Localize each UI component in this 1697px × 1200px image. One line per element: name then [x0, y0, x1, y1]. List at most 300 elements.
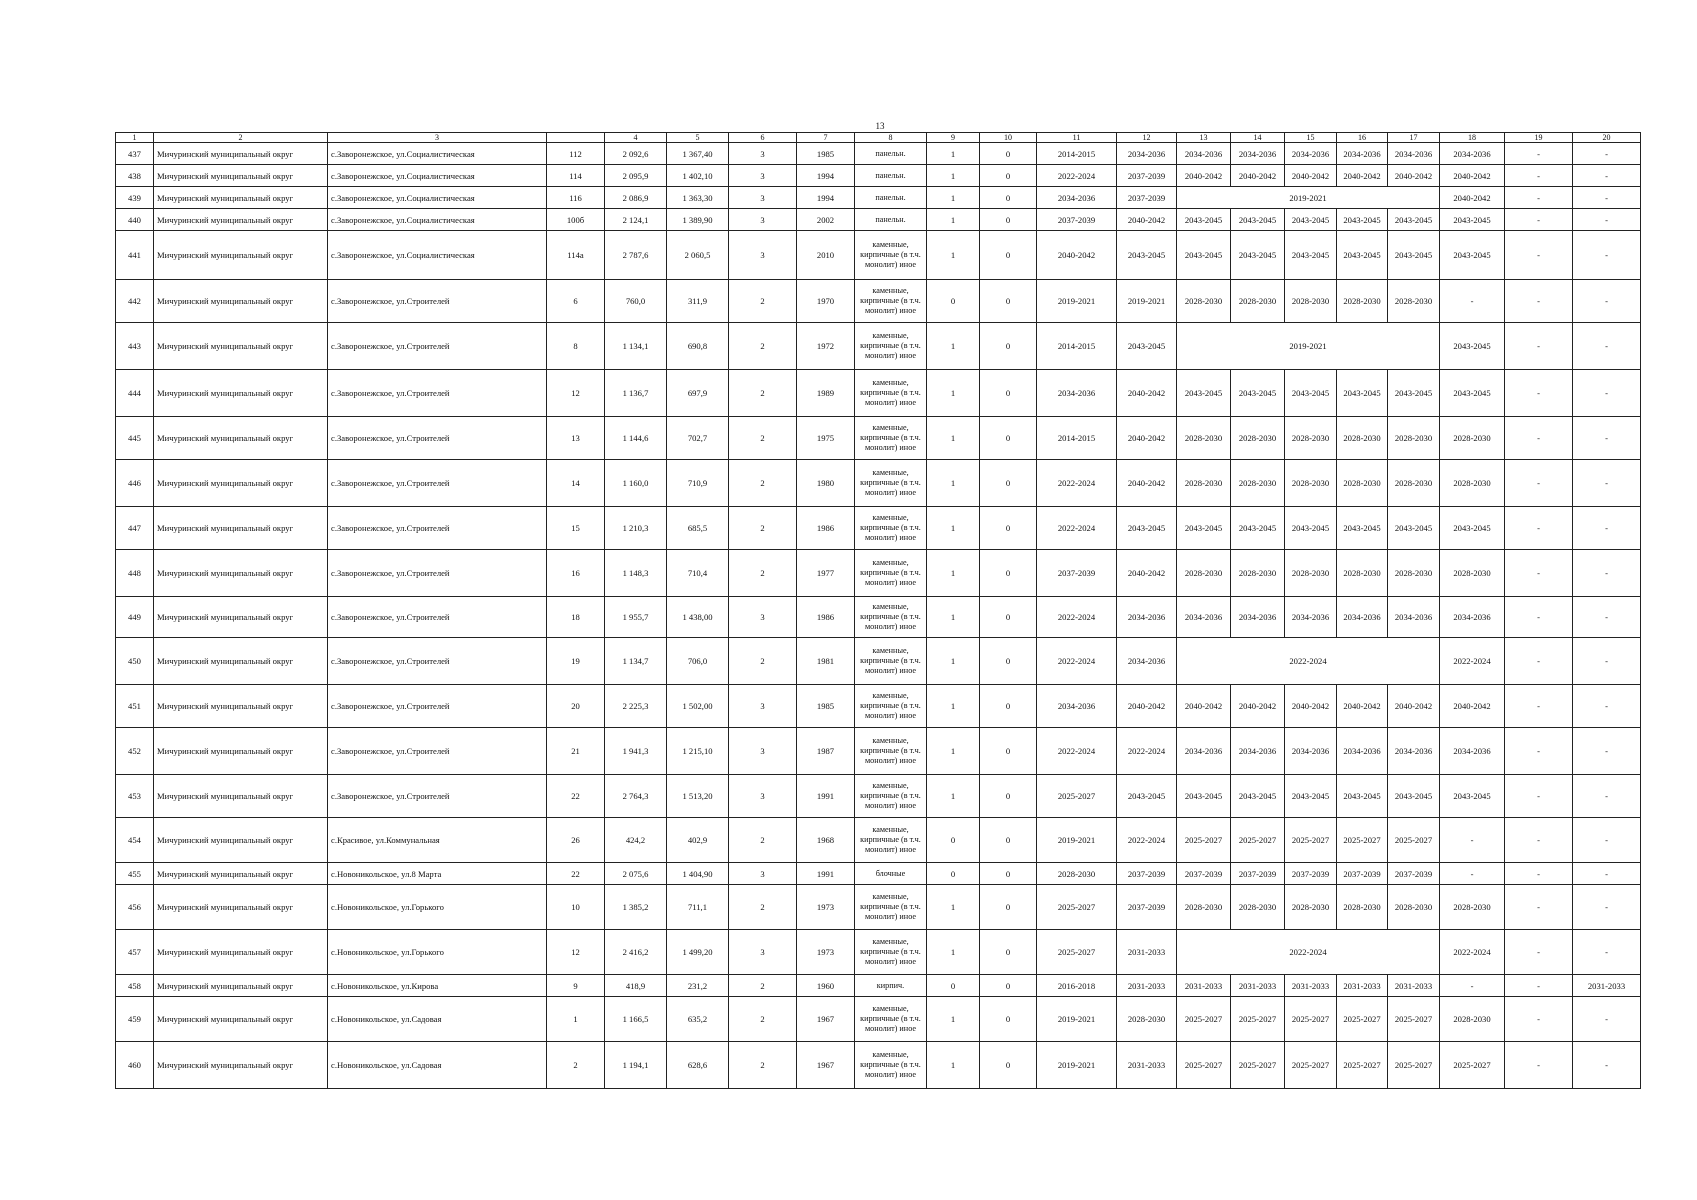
living-area-cell: 402,9 — [667, 818, 729, 863]
period-cell-15: 2025-2027 — [1285, 1042, 1337, 1089]
period-cell-14: 2037-2039 — [1231, 863, 1285, 885]
col-12-cell: 2037-2039 — [1117, 863, 1177, 885]
municipality-cell: Мичуринский муниципальный округ — [154, 187, 328, 209]
col-12-cell: 2034-2036 — [1117, 638, 1177, 685]
floors-cell: 2 — [729, 323, 797, 370]
col-20-cell: - — [1573, 597, 1641, 638]
wall-material-cell: каменные, кирпичные (в т.ч. монолит) иное — [855, 280, 927, 323]
address-cell: с.Заворонежское, ул.Социалистическая — [328, 143, 547, 165]
table-row — [116, 209, 1641, 231]
table-row — [116, 997, 1641, 1042]
house-number-cell: 114а — [547, 231, 605, 280]
living-area-cell: 1 402,10 — [667, 165, 729, 187]
house-number-cell: 20 — [547, 685, 605, 728]
living-area-cell: 702,7 — [667, 417, 729, 460]
col-18-cell: 2034-2036 — [1440, 728, 1505, 775]
address-cell: с.Новоникольское, ул.Горького — [328, 930, 547, 975]
table-row — [116, 370, 1641, 417]
period-cell-16: 2028-2030 — [1337, 550, 1388, 597]
floors-cell: 3 — [729, 143, 797, 165]
col-20-cell: - — [1573, 685, 1641, 728]
municipality-cell: Мичуринский муниципальный округ — [154, 370, 328, 417]
col-18-cell: - — [1440, 818, 1505, 863]
col-12-cell: 2040-2042 — [1117, 550, 1177, 597]
col-19-cell: - — [1505, 975, 1573, 997]
column-number-header: 19 — [1505, 133, 1573, 143]
col-20-cell: - — [1573, 165, 1641, 187]
col-10-cell: 0 — [980, 460, 1037, 507]
floors-cell: 2 — [729, 507, 797, 550]
col-12-cell: 2019-2021 — [1117, 280, 1177, 323]
address-cell: с.Новоникольское, ул.Кирова — [328, 975, 547, 997]
wall-material-cell: каменные, кирпичные (в т.ч. монолит) иное — [855, 231, 927, 280]
col-18-cell: - — [1440, 280, 1505, 323]
floors-cell: 3 — [729, 187, 797, 209]
house-number-cell: 12 — [547, 930, 605, 975]
row-number-cell: 439 — [116, 187, 154, 209]
period-cell-17: 2028-2030 — [1388, 280, 1440, 323]
period-cell-15: 2034-2036 — [1285, 728, 1337, 775]
address-cell: с.Новоникольское, ул.Садовая — [328, 1042, 547, 1089]
address-cell: с.Заворонежское, ул.Строителей — [328, 370, 547, 417]
municipality-cell: Мичуринский муниципальный округ — [154, 231, 328, 280]
table-row — [116, 638, 1641, 685]
total-area-cell: 1 166,5 — [605, 997, 667, 1042]
col-10-cell: 0 — [980, 930, 1037, 975]
col-20-cell: - — [1573, 280, 1641, 323]
house-number-cell: 112 — [547, 143, 605, 165]
year-built-cell: 1967 — [797, 997, 855, 1042]
col-11-cell: 2022-2024 — [1037, 597, 1117, 638]
col-20-cell: - — [1573, 209, 1641, 231]
col-9-cell: 0 — [927, 280, 980, 323]
col-10-cell: 0 — [980, 231, 1037, 280]
living-area-cell: 231,2 — [667, 975, 729, 997]
period-cell-14: 2043-2045 — [1231, 370, 1285, 417]
municipality-cell: Мичуринский муниципальный округ — [154, 460, 328, 507]
period-cell-17: 2028-2030 — [1388, 885, 1440, 930]
year-built-cell: 1989 — [797, 370, 855, 417]
period-cell-13: 2025-2027 — [1177, 818, 1231, 863]
house-number-cell: 116 — [547, 187, 605, 209]
year-built-cell: 1985 — [797, 685, 855, 728]
period-cell-13: 2025-2027 — [1177, 1042, 1231, 1089]
col-9-cell: 1 — [927, 775, 980, 818]
col-18-cell: - — [1440, 975, 1505, 997]
period-cell-15: 2040-2042 — [1285, 165, 1337, 187]
municipality-cell: Мичуринский муниципальный округ — [154, 165, 328, 187]
period-cell-13: 2031-2033 — [1177, 975, 1231, 997]
wall-material-cell: каменные, кирпичные (в т.ч. монолит) иное — [855, 818, 927, 863]
house-number-cell: 15 — [547, 507, 605, 550]
period-cell-15: 2028-2030 — [1285, 885, 1337, 930]
col-9-cell: 1 — [927, 997, 980, 1042]
col-10-cell: 0 — [980, 550, 1037, 597]
col-19-cell: - — [1505, 818, 1573, 863]
municipality-cell: Мичуринский муниципальный округ — [154, 417, 328, 460]
period-cell-16: 2034-2036 — [1337, 728, 1388, 775]
period-cell-17: 2031-2033 — [1388, 975, 1440, 997]
wall-material-cell: каменные, кирпичные (в т.ч. монолит) иное — [855, 1042, 927, 1089]
living-area-cell: 711,1 — [667, 885, 729, 930]
wall-material-cell: панельн. — [855, 165, 927, 187]
address-cell: с.Новоникольское, ул.Горького — [328, 885, 547, 930]
wall-material-cell: каменные, кирпичные (в т.ч. монолит) иное — [855, 885, 927, 930]
col-12-cell: 2043-2045 — [1117, 507, 1177, 550]
column-number-header: 13 — [1177, 133, 1231, 143]
col-12-cell: 2037-2039 — [1117, 885, 1177, 930]
house-number-cell: 13 — [547, 417, 605, 460]
living-area-cell: 1 499,20 — [667, 930, 729, 975]
floors-cell: 2 — [729, 460, 797, 507]
total-area-cell: 2 075,6 — [605, 863, 667, 885]
col-19-cell: - — [1505, 930, 1573, 975]
col-12-cell: 2031-2033 — [1117, 930, 1177, 975]
col-20-cell: - — [1573, 1042, 1641, 1089]
period-cell-14: 2028-2030 — [1231, 417, 1285, 460]
municipality-cell: Мичуринский муниципальный округ — [154, 685, 328, 728]
period-cell-13: 2043-2045 — [1177, 775, 1231, 818]
col-10-cell: 0 — [980, 209, 1037, 231]
col-9-cell: 1 — [927, 165, 980, 187]
total-area-cell: 1 941,3 — [605, 728, 667, 775]
table-row — [116, 775, 1641, 818]
row-number-cell: 457 — [116, 930, 154, 975]
year-built-cell: 1994 — [797, 187, 855, 209]
municipality-cell: Мичуринский муниципальный округ — [154, 550, 328, 597]
col-11-cell: 2037-2039 — [1037, 209, 1117, 231]
period-cell-15: 2037-2039 — [1285, 863, 1337, 885]
column-number-header: 15 — [1285, 133, 1337, 143]
period-cell-14: 2040-2042 — [1231, 165, 1285, 187]
total-area-cell: 760,0 — [605, 280, 667, 323]
col-10-cell: 0 — [980, 638, 1037, 685]
municipality-cell: Мичуринский муниципальный округ — [154, 597, 328, 638]
period-cell-17: 2043-2045 — [1388, 370, 1440, 417]
col-18-cell: 2043-2045 — [1440, 323, 1505, 370]
period-cell-17: 2028-2030 — [1388, 550, 1440, 597]
living-area-cell: 1 367,40 — [667, 143, 729, 165]
col-20-cell: - — [1573, 728, 1641, 775]
table-row — [116, 507, 1641, 550]
floors-cell: 3 — [729, 930, 797, 975]
living-area-cell: 1 363,30 — [667, 187, 729, 209]
merged-period-cell: 2022-2024 — [1177, 930, 1440, 975]
col-11-cell: 2019-2021 — [1037, 818, 1117, 863]
row-number-cell: 437 — [116, 143, 154, 165]
period-cell-15: 2028-2030 — [1285, 460, 1337, 507]
wall-material-cell: панельн. — [855, 187, 927, 209]
col-12-cell: 2037-2039 — [1117, 187, 1177, 209]
col-11-cell: 2034-2036 — [1037, 685, 1117, 728]
period-cell-15: 2043-2045 — [1285, 209, 1337, 231]
table-row — [116, 597, 1641, 638]
year-built-cell: 1994 — [797, 165, 855, 187]
table-row — [116, 863, 1641, 885]
house-number-cell: 22 — [547, 775, 605, 818]
col-12-cell: 2040-2042 — [1117, 370, 1177, 417]
col-20-cell: - — [1573, 417, 1641, 460]
col-9-cell: 1 — [927, 930, 980, 975]
total-area-cell: 2 787,6 — [605, 231, 667, 280]
municipality-cell: Мичуринский муниципальный округ — [154, 775, 328, 818]
municipality-cell: Мичуринский муниципальный округ — [154, 818, 328, 863]
table-row — [116, 818, 1641, 863]
house-number-cell: 19 — [547, 638, 605, 685]
wall-material-cell: каменные, кирпичные (в т.ч. монолит) иное — [855, 685, 927, 728]
col-18-cell: 2043-2045 — [1440, 775, 1505, 818]
year-built-cell: 1968 — [797, 818, 855, 863]
municipality-cell: Мичуринский муниципальный округ — [154, 930, 328, 975]
municipality-cell: Мичуринский муниципальный округ — [154, 885, 328, 930]
living-area-cell: 1 513,20 — [667, 775, 729, 818]
col-19-cell: - — [1505, 997, 1573, 1042]
floors-cell: 3 — [729, 231, 797, 280]
column-number-header: 20 — [1573, 133, 1641, 143]
col-10-cell: 0 — [980, 165, 1037, 187]
row-number-cell: 460 — [116, 1042, 154, 1089]
period-cell-14: 2028-2030 — [1231, 460, 1285, 507]
total-area-cell: 1 136,7 — [605, 370, 667, 417]
col-11-cell: 2040-2042 — [1037, 231, 1117, 280]
col-11-cell: 2028-2030 — [1037, 863, 1117, 885]
row-number-cell: 444 — [116, 370, 154, 417]
col-11-cell: 2019-2021 — [1037, 280, 1117, 323]
col-10-cell: 0 — [980, 975, 1037, 997]
living-area-cell: 710,9 — [667, 460, 729, 507]
period-cell-16: 2037-2039 — [1337, 863, 1388, 885]
column-number-header: 14 — [1231, 133, 1285, 143]
floors-cell: 3 — [729, 775, 797, 818]
wall-material-cell: панельн. — [855, 143, 927, 165]
col-9-cell: 1 — [927, 417, 980, 460]
col-20-cell: - — [1573, 863, 1641, 885]
row-number-cell: 442 — [116, 280, 154, 323]
municipality-cell: Мичуринский муниципальный округ — [154, 997, 328, 1042]
period-cell-16: 2043-2045 — [1337, 209, 1388, 231]
period-cell-14: 2043-2045 — [1231, 231, 1285, 280]
period-cell-15: 2031-2033 — [1285, 975, 1337, 997]
row-number-cell: 455 — [116, 863, 154, 885]
col-11-cell: 2022-2024 — [1037, 507, 1117, 550]
row-number-cell: 452 — [116, 728, 154, 775]
floors-cell: 2 — [729, 417, 797, 460]
living-area-cell: 690,8 — [667, 323, 729, 370]
period-cell-17: 2025-2027 — [1388, 818, 1440, 863]
col-12-cell: 2040-2042 — [1117, 460, 1177, 507]
period-cell-16: 2028-2030 — [1337, 280, 1388, 323]
period-cell-14: 2028-2030 — [1231, 280, 1285, 323]
period-cell-16: 2040-2042 — [1337, 165, 1388, 187]
table-row — [116, 975, 1641, 997]
living-area-cell: 635,2 — [667, 997, 729, 1042]
floors-cell: 3 — [729, 209, 797, 231]
col-11-cell: 2025-2027 — [1037, 930, 1117, 975]
table-row — [116, 323, 1641, 370]
col-9-cell: 0 — [927, 818, 980, 863]
col-12-cell: 2022-2024 — [1117, 818, 1177, 863]
row-number-cell: 456 — [116, 885, 154, 930]
period-cell-15: 2034-2036 — [1285, 597, 1337, 638]
col-19-cell: - — [1505, 187, 1573, 209]
col-19-cell: - — [1505, 507, 1573, 550]
year-built-cell: 1973 — [797, 885, 855, 930]
address-cell: с.Заворонежское, ул.Строителей — [328, 597, 547, 638]
col-18-cell: 2022-2024 — [1440, 638, 1505, 685]
col-19-cell: - — [1505, 165, 1573, 187]
row-number-cell: 451 — [116, 685, 154, 728]
period-cell-13: 2034-2036 — [1177, 143, 1231, 165]
municipality-cell: Мичуринский муниципальный округ — [154, 728, 328, 775]
row-number-cell: 454 — [116, 818, 154, 863]
merged-period-cell: 2019-2021 — [1177, 187, 1440, 209]
col-9-cell: 1 — [927, 507, 980, 550]
table-row — [116, 460, 1641, 507]
col-10-cell: 0 — [980, 597, 1037, 638]
wall-material-cell: каменные, кирпичные (в т.ч. монолит) иное — [855, 930, 927, 975]
period-cell-13: 2043-2045 — [1177, 231, 1231, 280]
address-cell: с.Заворонежское, ул.Строителей — [328, 775, 547, 818]
column-number-header: 12 — [1117, 133, 1177, 143]
table-row — [116, 187, 1641, 209]
floors-cell: 3 — [729, 685, 797, 728]
col-10-cell: 0 — [980, 143, 1037, 165]
table-row — [116, 165, 1641, 187]
period-cell-16: 2025-2027 — [1337, 818, 1388, 863]
wall-material-cell: каменные, кирпичные (в т.ч. монолит) иное — [855, 728, 927, 775]
col-12-cell: 2028-2030 — [1117, 997, 1177, 1042]
period-cell-15: 2043-2045 — [1285, 231, 1337, 280]
column-number-header: 17 — [1388, 133, 1440, 143]
row-number-cell: 443 — [116, 323, 154, 370]
col-9-cell: 1 — [927, 323, 980, 370]
col-12-cell: 2022-2024 — [1117, 728, 1177, 775]
address-cell: с.Заворонежское, ул.Строителей — [328, 728, 547, 775]
year-built-cell: 1991 — [797, 863, 855, 885]
period-cell-15: 2043-2045 — [1285, 370, 1337, 417]
col-9-cell: 1 — [927, 885, 980, 930]
period-cell-15: 2028-2030 — [1285, 280, 1337, 323]
total-area-cell: 2 764,3 — [605, 775, 667, 818]
col-11-cell: 2022-2024 — [1037, 165, 1117, 187]
year-built-cell: 1980 — [797, 460, 855, 507]
row-number-cell: 448 — [116, 550, 154, 597]
year-built-cell: 1973 — [797, 930, 855, 975]
period-cell-13: 2028-2030 — [1177, 280, 1231, 323]
house-number-cell: 2 — [547, 1042, 605, 1089]
wall-material-cell: каменные, кирпичные (в т.ч. монолит) иное — [855, 370, 927, 417]
house-number-cell: 114 — [547, 165, 605, 187]
wall-material-cell: каменные, кирпичные (в т.ч. монолит) иное — [855, 507, 927, 550]
col-20-cell: - — [1573, 638, 1641, 685]
merged-period-cell: 2022-2024 — [1177, 638, 1440, 685]
municipality-cell: Мичуринский муниципальный округ — [154, 975, 328, 997]
period-cell-13: 2028-2030 — [1177, 885, 1231, 930]
col-19-cell: - — [1505, 597, 1573, 638]
municipality-cell: Мичуринский муниципальный округ — [154, 323, 328, 370]
col-18-cell: 2028-2030 — [1440, 460, 1505, 507]
period-cell-17: 2043-2045 — [1388, 231, 1440, 280]
year-built-cell: 2002 — [797, 209, 855, 231]
col-11-cell: 2014-2015 — [1037, 417, 1117, 460]
col-10-cell: 0 — [980, 728, 1037, 775]
col-11-cell: 2034-2036 — [1037, 370, 1117, 417]
period-cell-17: 2025-2027 — [1388, 997, 1440, 1042]
living-area-cell: 1 389,90 — [667, 209, 729, 231]
year-built-cell: 1960 — [797, 975, 855, 997]
col-11-cell: 2025-2027 — [1037, 885, 1117, 930]
col-12-cell: 2034-2036 — [1117, 597, 1177, 638]
period-cell-14: 2025-2027 — [1231, 818, 1285, 863]
col-19-cell: - — [1505, 863, 1573, 885]
wall-material-cell: каменные, кирпичные (в т.ч. монолит) иное — [855, 997, 927, 1042]
period-cell-14: 2034-2036 — [1231, 728, 1285, 775]
total-area-cell: 1 134,1 — [605, 323, 667, 370]
period-cell-17: 2043-2045 — [1388, 209, 1440, 231]
col-19-cell: - — [1505, 638, 1573, 685]
column-number-header: 11 — [1037, 133, 1117, 143]
col-19-cell: - — [1505, 1042, 1573, 1089]
period-cell-13: 2034-2036 — [1177, 597, 1231, 638]
col-11-cell: 2019-2021 — [1037, 1042, 1117, 1089]
period-cell-17: 2037-2039 — [1388, 863, 1440, 885]
col-9-cell: 1 — [927, 597, 980, 638]
period-cell-17: 2034-2036 — [1388, 143, 1440, 165]
table-row — [116, 417, 1641, 460]
col-9-cell: 1 — [927, 370, 980, 417]
period-cell-13: 2025-2027 — [1177, 997, 1231, 1042]
year-built-cell: 1991 — [797, 775, 855, 818]
period-cell-16: 2034-2036 — [1337, 143, 1388, 165]
col-12-cell: 2040-2042 — [1117, 685, 1177, 728]
period-cell-14: 2034-2036 — [1231, 143, 1285, 165]
merged-period-cell: 2019-2021 — [1177, 323, 1440, 370]
address-cell: с.Заворонежское, ул.Социалистическая — [328, 165, 547, 187]
wall-material-cell: каменные, кирпичные (в т.ч. монолит) иное — [855, 323, 927, 370]
col-10-cell: 0 — [980, 507, 1037, 550]
col-20-cell: - — [1573, 507, 1641, 550]
period-cell-14: 2028-2030 — [1231, 885, 1285, 930]
wall-material-cell: каменные, кирпичные (в т.ч. монолит) иное — [855, 597, 927, 638]
address-cell: с.Заворонежское, ул.Социалистическая — [328, 209, 547, 231]
year-built-cell: 1977 — [797, 550, 855, 597]
house-number-cell: 26 — [547, 818, 605, 863]
col-11-cell: 2016-2018 — [1037, 975, 1117, 997]
floors-cell: 3 — [729, 597, 797, 638]
col-20-cell: - — [1573, 370, 1641, 417]
table-row — [116, 728, 1641, 775]
column-number-header: 6 — [729, 133, 797, 143]
year-built-cell: 1985 — [797, 143, 855, 165]
table-row — [116, 550, 1641, 597]
col-18-cell: 2025-2027 — [1440, 1042, 1505, 1089]
col-10-cell: 0 — [980, 370, 1037, 417]
housing-register-table — [115, 132, 1641, 1089]
col-9-cell: 1 — [927, 728, 980, 775]
period-cell-14: 2040-2042 — [1231, 685, 1285, 728]
period-cell-17: 2028-2030 — [1388, 417, 1440, 460]
period-cell-16: 2028-2030 — [1337, 885, 1388, 930]
row-number-cell: 449 — [116, 597, 154, 638]
table-row — [116, 1042, 1641, 1089]
floors-cell: 3 — [729, 165, 797, 187]
col-10-cell: 0 — [980, 685, 1037, 728]
living-area-cell: 1 215,10 — [667, 728, 729, 775]
col-19-cell: - — [1505, 209, 1573, 231]
column-number-header: 3 — [328, 133, 547, 143]
period-cell-17: 2040-2042 — [1388, 165, 1440, 187]
col-19-cell: - — [1505, 143, 1573, 165]
